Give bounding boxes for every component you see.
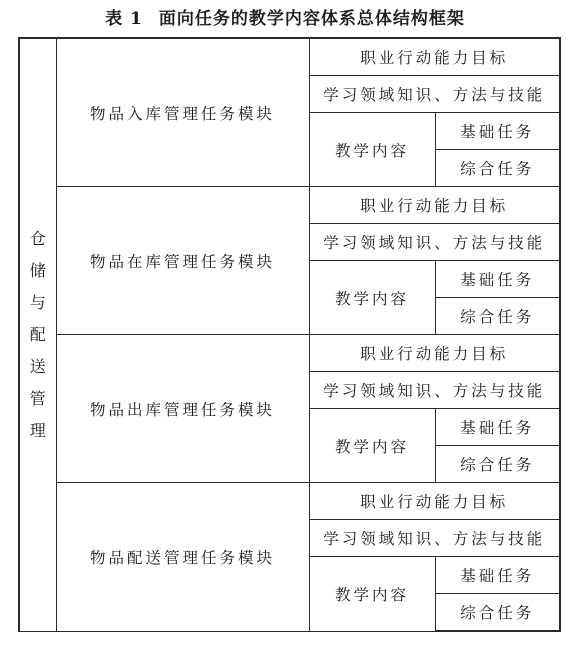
goal-cell: 职业行动能力目标 [309, 38, 560, 76]
knowledge-cell: 学习领域知识、方法与技能 [309, 224, 560, 261]
comprehensive-task-cell: 综合任务 [435, 150, 560, 187]
knowledge-cell: 学习领域知识、方法与技能 [309, 520, 560, 557]
basic-task-cell: 基础任务 [435, 113, 560, 150]
basic-task-cell: 基础任务 [435, 409, 560, 446]
table-row [19, 38, 560, 76]
framework-table [18, 37, 561, 632]
module-name: 物品配送管理任务模块 [56, 483, 309, 632]
table-number: 表 1 [105, 9, 143, 29]
knowledge-cell: 学习领域知识、方法与技能 [309, 372, 560, 409]
table-caption [0, 4, 570, 29]
content-cell: 教学内容 [309, 113, 435, 187]
basic-task-cell: 基础任务 [435, 261, 560, 298]
module-name: 物品在库管理任务模块 [56, 187, 309, 335]
table-title: 面向任务的教学内容体系总体结构框架 [158, 9, 465, 29]
table-row [19, 483, 560, 520]
goal-cell: 职业行动能力目标 [309, 187, 560, 224]
comprehensive-task-cell: 综合任务 [435, 446, 560, 483]
knowledge-cell: 学习领域知识、方法与技能 [309, 76, 560, 113]
content-cell: 教学内容 [309, 557, 435, 632]
content-cell: 教学内容 [309, 409, 435, 483]
goal-cell: 职业行动能力目标 [309, 335, 560, 372]
table-row [19, 335, 560, 372]
goal-cell: 职业行动能力目标 [309, 483, 560, 520]
module-name: 物品入库管理任务模块 [56, 38, 309, 187]
comprehensive-task-cell: 综合任务 [435, 594, 560, 632]
basic-task-cell: 基础任务 [435, 557, 560, 594]
content-cell: 教学内容 [309, 261, 435, 335]
comprehensive-task-cell: 综合任务 [435, 298, 560, 335]
table-row [19, 187, 560, 224]
root-cell [19, 38, 56, 631]
module-name: 物品出库管理任务模块 [56, 335, 309, 483]
root-label: 仓储与配送管理 [29, 228, 46, 440]
